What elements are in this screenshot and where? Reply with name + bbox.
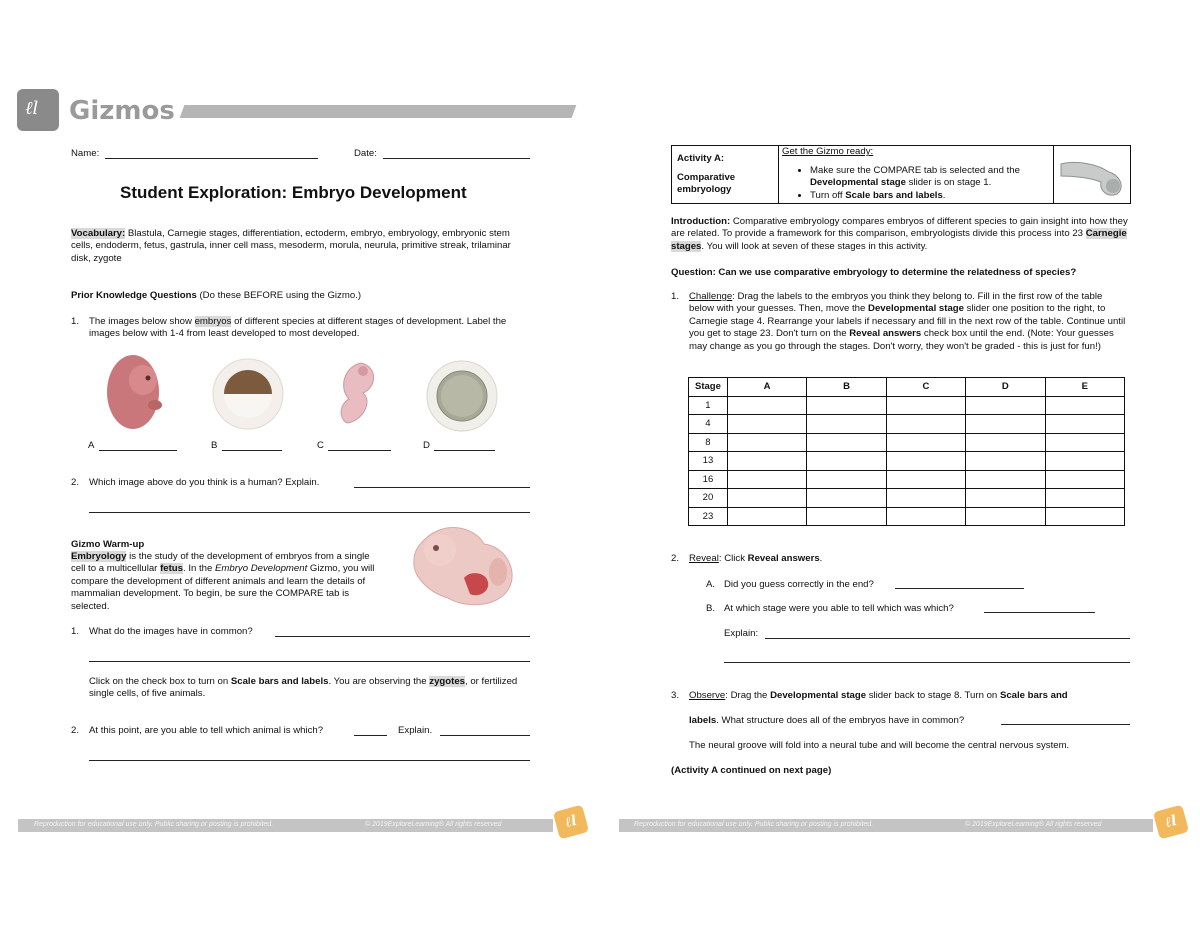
answer-cell[interactable]	[886, 433, 965, 452]
answer-cell[interactable]	[727, 396, 806, 415]
stage-cell: 20	[689, 489, 728, 508]
answer-cell[interactable]	[886, 470, 965, 489]
footer-right-text-2: © 2019ExploreLearning® All rights reserved	[965, 821, 1102, 828]
q2-number: 2.	[71, 477, 80, 488]
table-row	[689, 470, 1125, 489]
q1-text: The images below show embryos of different species at different stages of development. Label the images below with 1-4 from least developed to most developed.	[89, 316, 507, 340]
o3-answer-text: The neural groove will fold into a neural tube and will become the central nervous system.	[689, 740, 1070, 751]
q1-number: 1.	[71, 316, 80, 327]
answer-cell[interactable]	[727, 452, 806, 471]
continued-note: (Activity A continued on next page)	[671, 765, 832, 776]
w2-text: At this point, are you able to tell which animal is which?	[89, 725, 324, 736]
label-b: B	[211, 440, 218, 451]
get-ready-item-2: • Turn off Scale bars and labels.	[810, 190, 1052, 202]
header-c: C	[886, 378, 965, 397]
date-field[interactable]	[383, 158, 530, 159]
footer-left-text-2: Reproduction for educational use only. Public sharing or posting is prohibited.	[634, 821, 874, 828]
answer-d-field[interactable]	[434, 450, 495, 451]
answer-cell[interactable]	[966, 452, 1045, 471]
header-stage: Stage	[689, 378, 728, 397]
embryo-image-a	[103, 350, 167, 434]
stage-cell: 16	[689, 470, 728, 489]
footer-right-text: © 2019ExploreLearning® All rights reserved	[365, 821, 502, 828]
answer-cell[interactable]	[1045, 489, 1124, 508]
answer-cell[interactable]	[1045, 470, 1124, 489]
get-ready-item-1: • Make sure the COMPARE tab is selected and the Developmental stage slider is on stage 1.	[810, 165, 1052, 190]
r2a-text: Did you guess correctly in the end?	[724, 579, 874, 590]
stage-cell: 13	[689, 452, 728, 471]
answer-cell[interactable]	[727, 507, 806, 526]
table-row	[689, 507, 1125, 526]
answer-cell[interactable]	[727, 489, 806, 508]
r2a-letter: A.	[706, 579, 716, 590]
table-row	[689, 452, 1125, 471]
gizmos-logo-text: Gizmos	[69, 96, 175, 126]
question-heading: Question: Can we use comparative embryology to determine the relatedness of species?	[671, 267, 1077, 278]
answer-cell[interactable]	[807, 415, 886, 434]
stage-cell: 1	[689, 396, 728, 415]
answer-cell[interactable]	[966, 415, 1045, 434]
answer-cell[interactable]	[727, 415, 806, 434]
answer-c-field[interactable]	[328, 450, 391, 451]
o3-number: 3.	[671, 690, 680, 701]
r2a-answer-field[interactable]	[895, 588, 1024, 589]
answer-cell[interactable]	[727, 470, 806, 489]
w2-answer-field[interactable]	[354, 735, 387, 736]
el-badge-icon: ℓl	[553, 805, 589, 840]
header-banner	[180, 105, 577, 118]
q2-answer-field[interactable]	[354, 487, 530, 488]
warmup-text: Embryology is the study of the development of embryos from a single cell to a multicellular fetus. In the Embryo Development Gizmo, you will compare the development of different animals and learn the details of mammalian development. To begin, be sure the COMPARE tab is selected.	[71, 551, 375, 612]
answer-cell[interactable]	[807, 507, 886, 526]
r2-explain-field-2[interactable]	[724, 662, 1130, 663]
activity-divider-1	[778, 145, 779, 203]
prior-knowledge-heading: Prior Knowledge Questions (Do these BEFORE using the Gizmo.)	[71, 290, 362, 301]
o3-answer-field[interactable]	[1001, 724, 1130, 725]
label-d: D	[423, 440, 430, 451]
embryo-image-c	[333, 357, 383, 429]
answer-b-field[interactable]	[222, 450, 282, 451]
label-a: A	[88, 440, 95, 451]
table-row	[689, 396, 1125, 415]
header-a: A	[727, 378, 806, 397]
header-b: B	[807, 378, 886, 397]
c1-number: 1.	[671, 291, 680, 302]
r2b-text: At which stage were you able to tell which was which?	[724, 603, 954, 614]
answer-cell[interactable]	[886, 489, 965, 508]
answer-cell[interactable]	[807, 470, 886, 489]
get-ready-heading: Get the Gizmo ready:	[782, 146, 874, 157]
answer-cell[interactable]	[1045, 452, 1124, 471]
activity-divider-2	[1053, 145, 1054, 203]
answer-cell[interactable]	[727, 433, 806, 452]
stage-cell: 23	[689, 507, 728, 526]
answer-cell[interactable]	[886, 507, 965, 526]
r2-text: Reveal: Click Reveal answers.	[689, 553, 823, 564]
w1-answer-field-2[interactable]	[89, 661, 530, 662]
answer-cell[interactable]	[966, 470, 1045, 489]
answer-cell[interactable]	[886, 415, 965, 434]
label-c: C	[317, 440, 324, 451]
header-d: D	[966, 378, 1045, 397]
w2-explain-field[interactable]	[440, 735, 530, 736]
table-row	[689, 415, 1125, 434]
name-field[interactable]	[105, 158, 318, 159]
w2-explain-field-2[interactable]	[89, 760, 530, 761]
activity-label: Activity A:	[677, 153, 725, 164]
fetus-image	[404, 520, 522, 610]
r2-explain-label: Explain:	[724, 628, 759, 639]
answer-cell[interactable]	[966, 489, 1045, 508]
stage-cell: 4	[689, 415, 728, 434]
footer-left-text: Reproduction for educational use only. Public sharing or posting is prohibited.	[34, 821, 274, 828]
answer-cell[interactable]	[1045, 507, 1124, 526]
warmup-heading: Gizmo Warm-up	[71, 539, 145, 550]
answer-cell[interactable]	[1045, 433, 1124, 452]
answer-cell[interactable]	[886, 396, 965, 415]
click-instructions: Click on the check box to turn on Scale bars and labels. You are observing the zygotes, or fertilized single cells, of five animals.	[89, 676, 518, 700]
w1-number: 1.	[71, 626, 80, 637]
r2b-letter: B.	[706, 603, 716, 614]
o3-text-line1: Observe: Drag the Developmental stage slider back to stage 8. Turn on Scale bars and	[689, 690, 1068, 701]
o3-text-line2: labels. What structure does all of the embryos have in common?	[689, 715, 965, 726]
w1-answer-field[interactable]	[275, 636, 530, 637]
gizmo-embryo-thumbnail	[1057, 150, 1127, 198]
answer-cell[interactable]	[966, 396, 1045, 415]
answer-cell[interactable]	[807, 433, 886, 452]
answer-cell[interactable]	[1045, 415, 1124, 434]
w2-explain-label: Explain.	[398, 725, 433, 736]
w2-number: 2.	[71, 725, 80, 736]
answer-cell[interactable]	[966, 433, 1045, 452]
stage-table	[688, 377, 1125, 526]
answer-cell[interactable]	[1045, 396, 1124, 415]
page-title: Student Exploration: Embryo Development	[120, 183, 467, 202]
q2-answer-field-2[interactable]	[89, 512, 530, 513]
stage-cell: 8	[689, 433, 728, 452]
r2-number: 2.	[671, 553, 680, 564]
table-row	[689, 489, 1125, 508]
q2-text: Which image above do you think is a human? Explain.	[89, 477, 320, 488]
el-badge-icon-2: ℓl	[1153, 805, 1189, 840]
embryo-image-b	[211, 357, 285, 431]
get-ready-list	[796, 165, 1052, 202]
answer-a-field[interactable]	[99, 450, 177, 451]
date-label: Date:	[354, 148, 377, 159]
answer-cell[interactable]	[886, 452, 965, 471]
name-label: Name:	[71, 148, 100, 159]
embryo-image-d	[425, 359, 499, 433]
introduction: Introduction: Comparative embryology compares embryos of different species to gain insight into how they are related. To provide a framework for this comparison, embryologists divide this process into 23 Carnegie stages. You will look at seven of these stages in this activity.	[671, 216, 1128, 252]
answer-cell[interactable]	[807, 489, 886, 508]
answer-cell[interactable]	[966, 507, 1045, 526]
r2-explain-field[interactable]	[765, 638, 1130, 639]
header-e: E	[1045, 378, 1124, 397]
table-row	[689, 433, 1125, 452]
el-logo-icon: ℓl	[17, 89, 59, 131]
vocabulary: Vocabulary: Blastula, Carnegie stages, differentiation, ectoderm, embryo, embryology, embryonic stem cells, endoderm, fetus, gastrula, inner cell mass, mesoderm, morula, neurula, primitive streak, trilaminar disk, zygote	[71, 228, 511, 264]
table-header-row	[689, 378, 1125, 397]
w1-text: What do the images have in common?	[89, 626, 253, 637]
answer-cell[interactable]	[807, 396, 886, 415]
activity-name: Comparative embryology	[677, 172, 736, 196]
answer-cell[interactable]	[807, 452, 886, 471]
r2b-answer-field[interactable]	[984, 612, 1095, 613]
c1-text: Challenge: Drag the labels to the embryos you think they belong to. Fill in the first row of the table below with your guesses. Then, move the Developmental stage slider one position to the right, to Carnegie stage 4. Rearrange your labels if necessary and fill in the next row of the table. Continue until you get to stage 23. Don't turn on the Reveal answers check box until the end. (Note: Your guesses may change as you go through the stages. Don't worry, they won't be graded - this is just for fun!)	[689, 291, 1126, 352]
